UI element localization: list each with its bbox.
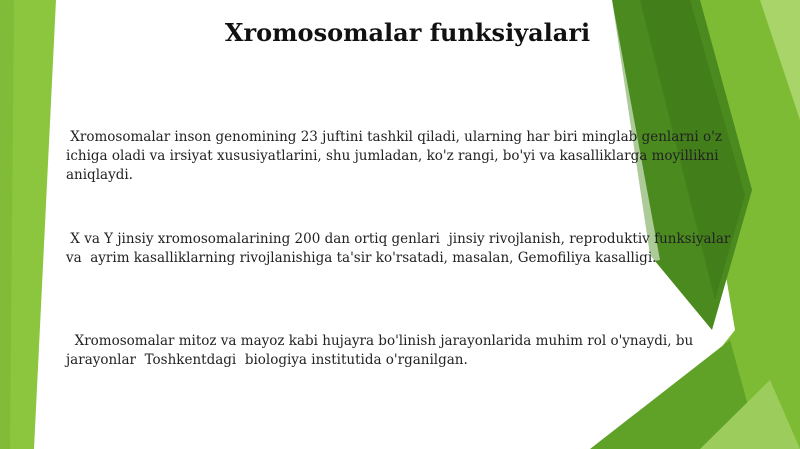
paragraph-3: Xromosomalar mitoz va mayoz kabi hujayra bo'linish jarayonlarida muhim rol o'ynaydi, bu jarayonlar Toshkentdagi biologiya institutida o'rganilgan. — [66, 333, 698, 368]
paragraph-2: X va Y jinsiy xromosomalarining 200 dan ortiq genlari jinsiy rivojlanish, reproduktiv funksiyalar va ayrim kasalliklarning rivojlanishiga ta'sir ko'rsatadi, masalan, Gemofiliya kasalligi. — [66, 231, 735, 266]
slide-title: Xromosomalar funksiyalari — [224, 18, 591, 47]
paragraph-1: Xromosomalar inson genomining 23 juftini tashkil qiladi, ularning har biri minglab genlarni o'z ichiga oladi va irsiyat xususiyatlarini, shu jumladan, ko'z rangi, bo'yi va kasalliklarga moyillikni aniqlaydi. — [66, 129, 727, 183]
